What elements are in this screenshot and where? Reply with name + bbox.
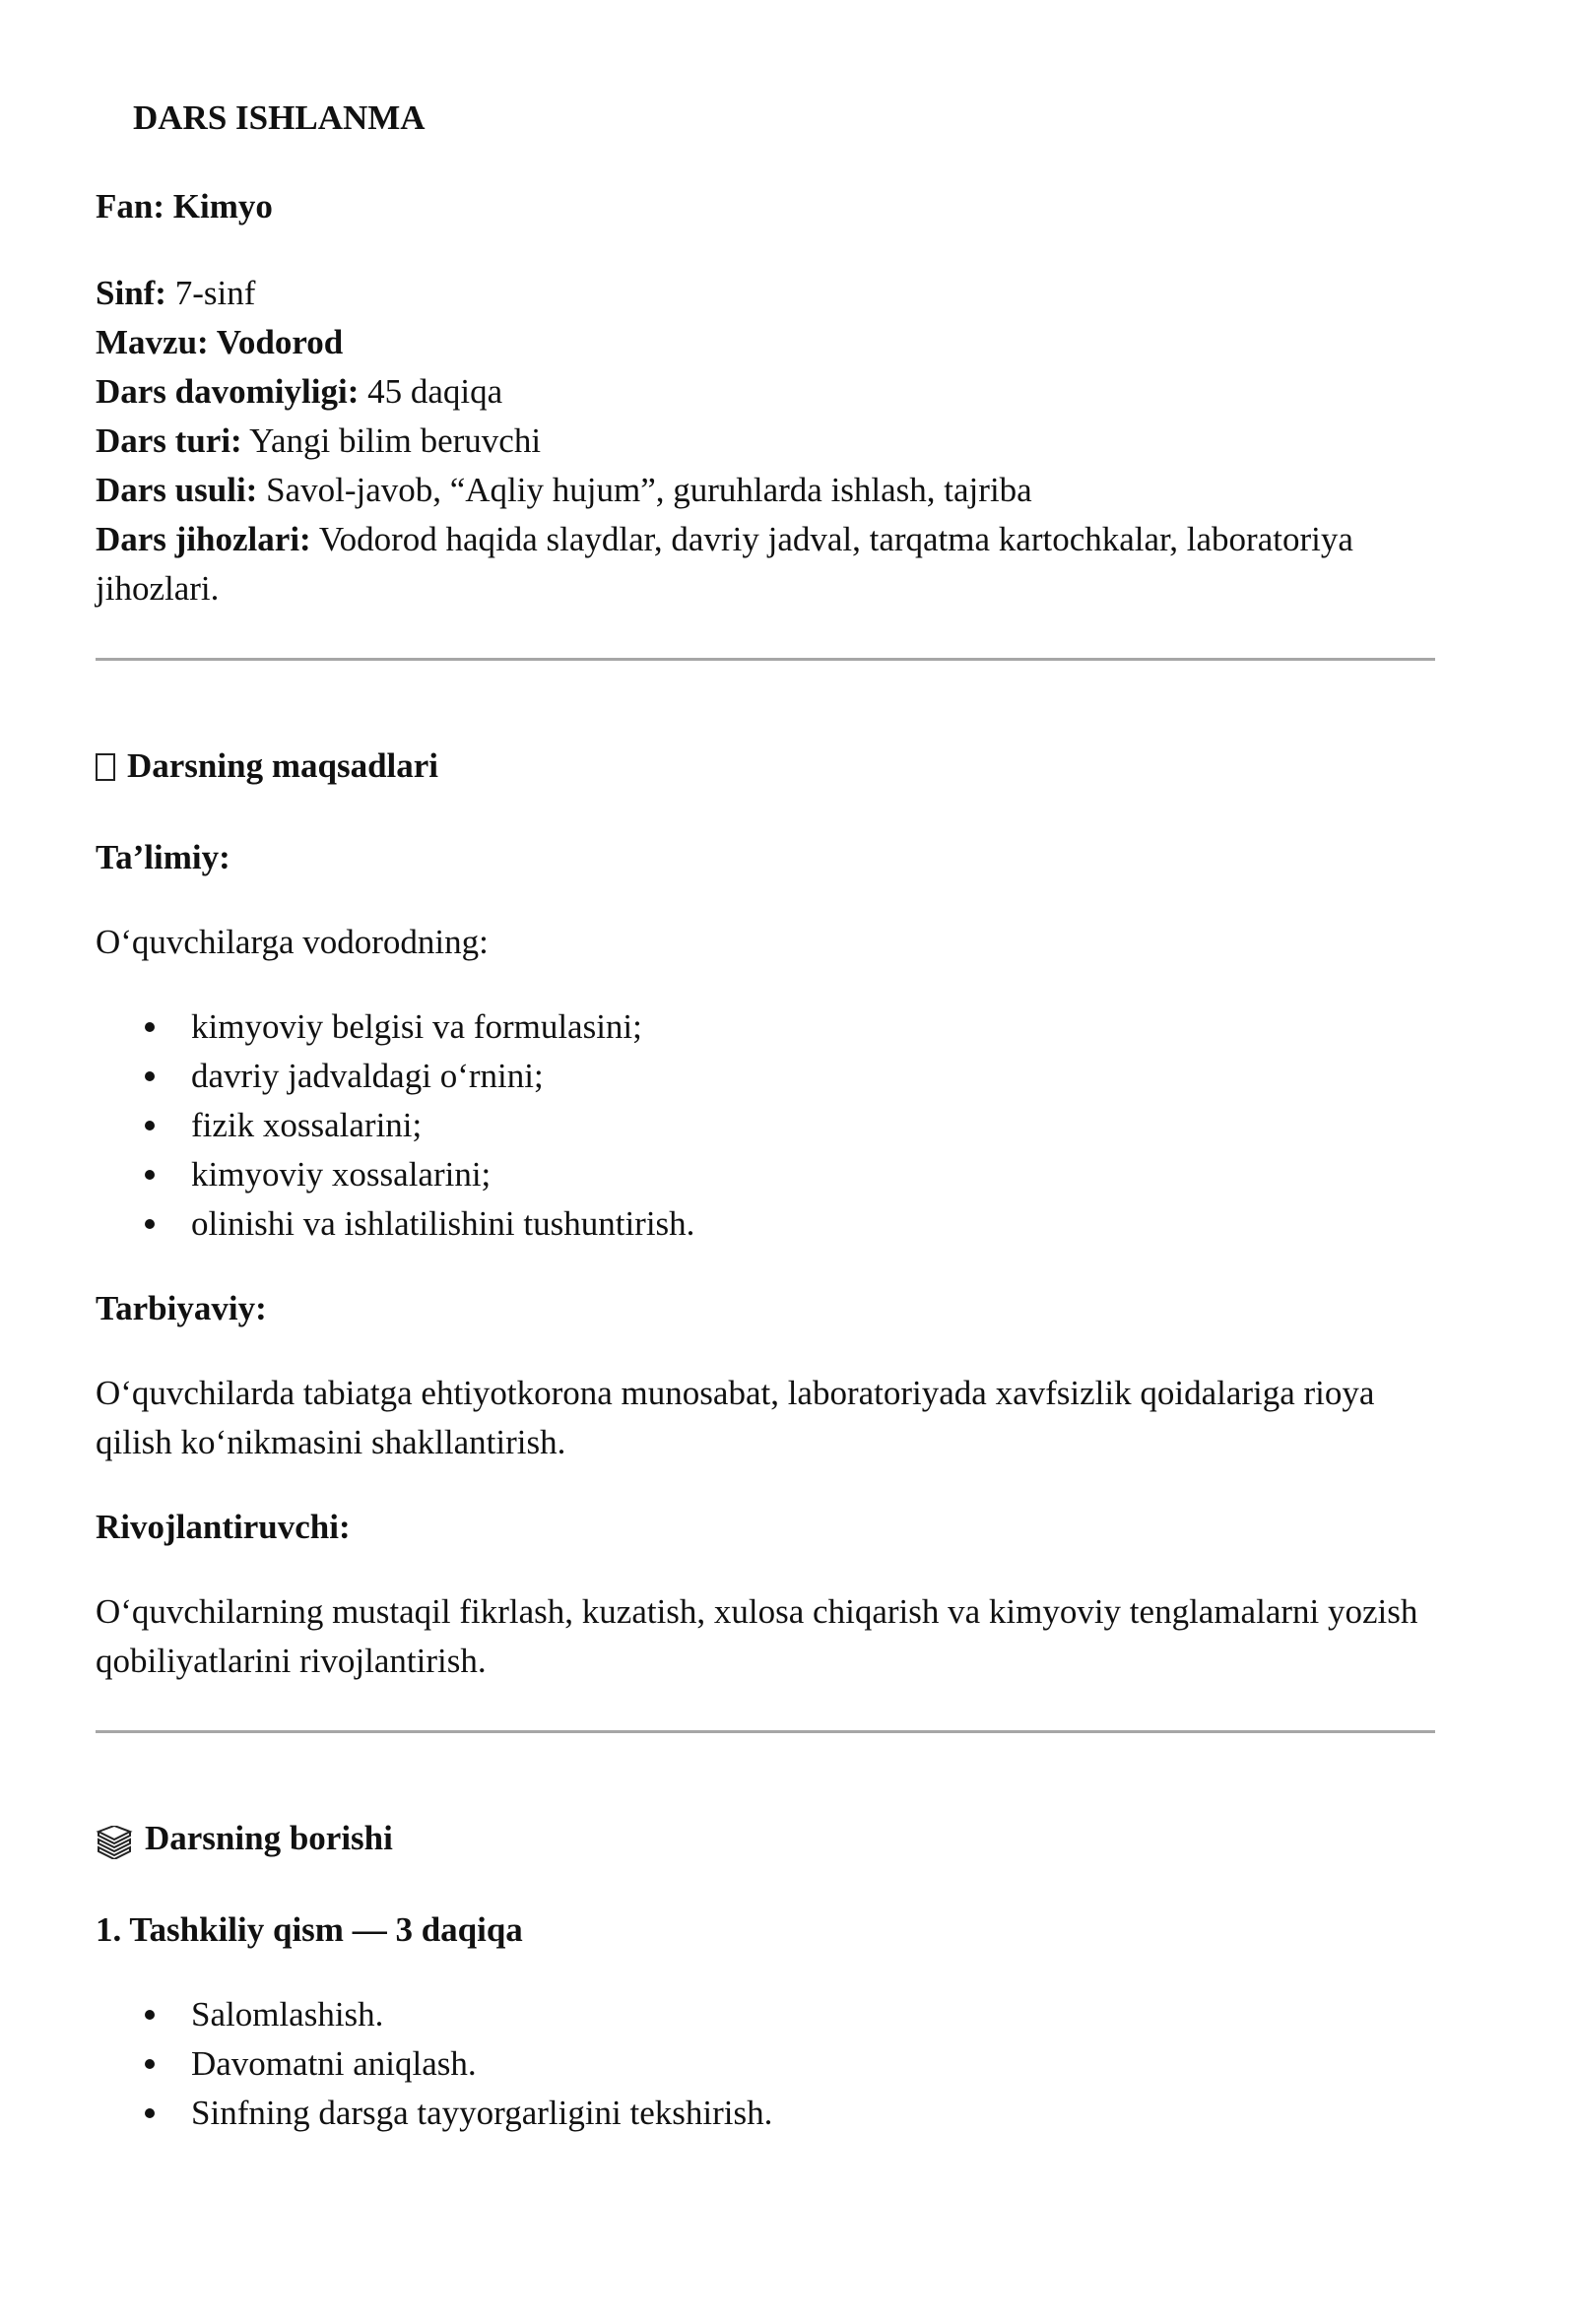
meta-label: Dars usuli: xyxy=(96,471,258,509)
bullet-icon xyxy=(145,2108,155,2118)
list-item-text: davriy jadvaldagi o‘rnini; xyxy=(191,1057,544,1095)
meta-row-class xyxy=(96,269,1435,318)
meta-label: Dars turi: xyxy=(96,421,242,460)
bullet-icon xyxy=(145,1170,155,1180)
bullet-icon xyxy=(145,2010,155,2020)
meta-row-topic xyxy=(96,318,1435,367)
step-list xyxy=(96,1990,1435,2138)
lesson-meta xyxy=(96,269,1435,613)
educational-goal-list xyxy=(96,1002,1435,1249)
meta-value: 7-sinf xyxy=(165,274,256,312)
section-divider xyxy=(96,658,1435,661)
list-item xyxy=(96,2089,1435,2138)
bullet-icon xyxy=(145,1121,155,1130)
progress-heading xyxy=(96,1814,1435,1863)
meta-value: 45 daqiqa xyxy=(359,372,503,411)
upbringing-goal-heading: Tarbiyaviy: xyxy=(96,1289,267,1327)
educational-goal-intro: O‘quvchilarga vodorodning: xyxy=(96,923,489,961)
document-title: DARS ISHLANMA xyxy=(133,98,426,137)
list-item xyxy=(96,1101,1435,1150)
list-item xyxy=(96,1052,1435,1101)
list-item-text: kimyoviy belgisi va formulasini; xyxy=(191,1007,642,1046)
meta-row-type xyxy=(96,417,1435,466)
meta-row-method xyxy=(96,466,1435,515)
meta-row-equipment xyxy=(96,515,1435,613)
goals-heading xyxy=(96,742,1435,791)
list-item xyxy=(96,1150,1435,1199)
educational-goal-heading: Ta’limiy: xyxy=(96,838,230,876)
meta-label: Dars davomiyligi: xyxy=(96,372,360,411)
list-item xyxy=(96,1199,1435,1249)
books-icon xyxy=(96,1824,133,1857)
list-item-text: Sinfning darsga tayyorgarligini tekshirish. xyxy=(191,2094,773,2132)
list-item xyxy=(96,1990,1435,2039)
list-item-text: Salomlashish. xyxy=(191,1995,384,2034)
meta-label: Dars jihozlari: xyxy=(96,520,311,558)
document-page xyxy=(0,97,1576,2324)
progress-heading-text: Darsning borishi xyxy=(145,1819,393,1857)
list-item-text: Davomatni aniqlash. xyxy=(191,2044,477,2083)
upbringing-goal-text: O‘quvchilarda tabiatga ehtiyotkorona munosabat, laboratoriyada xavfsizlik qoidalariga rioya qilish ko‘nikmasini shakllantirish. xyxy=(96,1374,1375,1461)
developmental-goal-text: O‘quvchilarning mustaqil fikrlash, kuzatish, xulosa chiqarish va kimyoviy tenglamalarni yozish qobiliyatlarini rivojlantirish. xyxy=(96,1592,1418,1680)
meta-row-duration xyxy=(96,367,1435,417)
bullet-icon xyxy=(145,1022,155,1032)
meta-value: Savol-javob, “Aqliy hujum”, guruhlarda ishlash, tajriba xyxy=(257,471,1032,509)
missing-glyph-icon xyxy=(96,753,115,781)
bullet-icon xyxy=(145,1219,155,1229)
subject-line: Fan: Kimyo xyxy=(96,187,273,226)
meta-label: Sinf: xyxy=(96,274,166,312)
section-divider xyxy=(96,1730,1435,1733)
goals-heading-text: Darsning maqsadlari xyxy=(127,746,439,785)
developmental-goal-heading: Rivojlantiruvchi: xyxy=(96,1508,351,1546)
list-item-text: olinishi va ishlatilishini tushuntirish. xyxy=(191,1204,695,1243)
list-item xyxy=(96,1002,1435,1052)
meta-label: Mavzu: Vodorod xyxy=(96,323,344,361)
step-heading: 1. Tashkiliy qism — 3 daqiqa xyxy=(96,1910,523,1949)
bullet-icon xyxy=(145,1071,155,1081)
meta-value: Vodorod haqida slaydlar, davriy jadval, tarqatma kartochkalar, laboratoriya jihozlari. xyxy=(96,520,1353,608)
bullet-icon xyxy=(145,2059,155,2069)
list-item xyxy=(96,2039,1435,2089)
meta-value: Yangi bilim beruvchi xyxy=(241,421,542,460)
list-item-text: kimyoviy xossalarini; xyxy=(191,1155,492,1194)
list-item-text: fizik xossalarini; xyxy=(191,1106,423,1144)
